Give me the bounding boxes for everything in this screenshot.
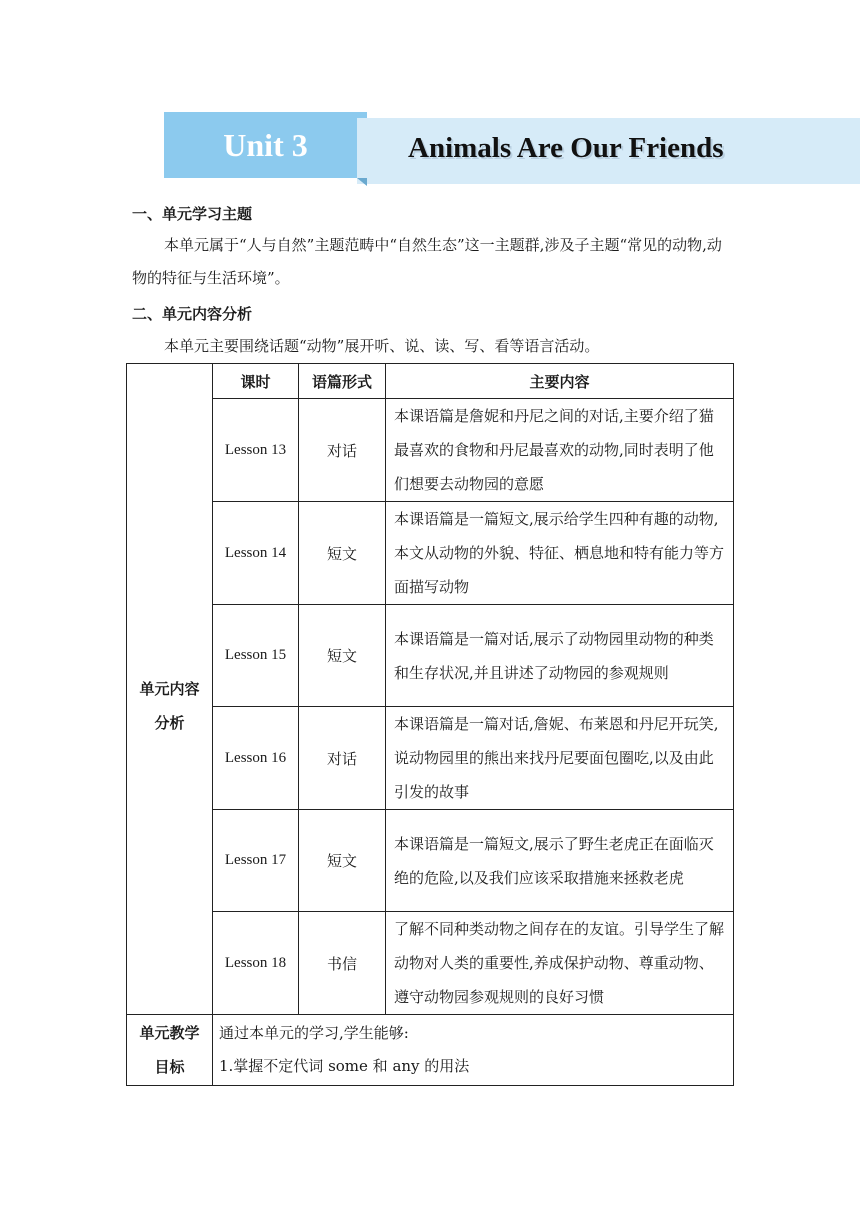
section2-text: 本单元主要围绕话题“动物”展开听、说、读、写、看等语言活动。 [164,337,600,355]
table-row [127,502,734,605]
lesson-cell: Lesson 16 [213,707,299,810]
unit-label: Unit 3 [223,126,308,163]
header-lesson: 课时 [213,364,299,399]
unit-content-table [126,363,734,1086]
goal-label-text: 单元教学目标 [139,1024,200,1076]
lesson-cell: Lesson 15 [213,605,299,707]
row-label-teaching-goals [127,1015,213,1086]
table-row [127,810,734,912]
form-cell: 对话 [299,707,386,810]
section2-heading: 二、单元内容分析 [132,305,253,323]
content-cell: 本课语篇是一篇对话,詹妮、布莱恩和丹尼开玩笑,说动物园里的熊出来找丹尼要面包圈吃,以及由此引发的故事 [386,707,734,810]
row-label-text: 单元内容分析 [139,680,200,733]
table-header-row [127,364,734,399]
table-row [127,707,734,810]
lesson-cell: Lesson 13 [213,399,299,502]
section1-text: 本单元属于“人与自然”主题范畴中“自然生态”这一主题群,涉及子主题“常见的动物,动物的特征与生活环境”。 [132,236,722,287]
form-cell: 对话 [299,399,386,502]
empty-header-cell [127,364,213,399]
goal-cell [213,1015,734,1086]
header-content: 主要内容 [386,364,734,399]
lesson-cell: Lesson 17 [213,810,299,912]
table-row [127,912,734,1015]
table-goal-row [127,1015,734,1086]
unit-title: Animals Are Our Friends [408,132,724,164]
table-row [127,399,734,502]
lesson-cell: Lesson 14 [213,502,299,605]
form-cell: 短文 [299,502,386,605]
section1-heading: 一、单元学习主题 [132,205,253,223]
table-row [127,605,734,707]
content-cell: 了解不同种类动物之间存在的友谊。引导学生了解动物对人类的重要性,养成保护动物、尊重动物、遵守动物园参观规则的良好习惯 [386,912,734,1015]
goal-line: 1.掌握不定代词 some 和 any 的用法 [219,1057,470,1075]
banner-fold-decoration [357,178,367,186]
form-cell: 书信 [299,912,386,1015]
lesson-cell: Lesson 18 [213,912,299,1015]
content-cell: 本课语篇是一篇短文,展示给学生四种有趣的动物,本文从动物的外貌、特征、栖息地和特有能力等方面描写动物 [386,502,734,605]
form-cell: 短文 [299,810,386,912]
goal-line: 通过本单元的学习,学生能够: [219,1024,409,1042]
content-cell: 本课语篇是一篇对话,展示了动物园里动物的种类和生存状况,并且讲述了动物园的参观规则 [386,605,734,707]
content-cell: 本课语篇是一篇短文,展示了野生老虎正在面临灭绝的危险,以及我们应该采取措施来拯救老虎 [386,810,734,912]
form-cell: 短文 [299,605,386,707]
header-form: 语篇形式 [299,364,386,399]
row-label-content-analysis [127,399,213,1015]
content-cell: 本课语篇是詹妮和丹尼之间的对话,主要介绍了猫最喜欢的食物和丹尼最喜欢的动物,同时表明了他们想要去动物园的意愿 [386,399,734,502]
